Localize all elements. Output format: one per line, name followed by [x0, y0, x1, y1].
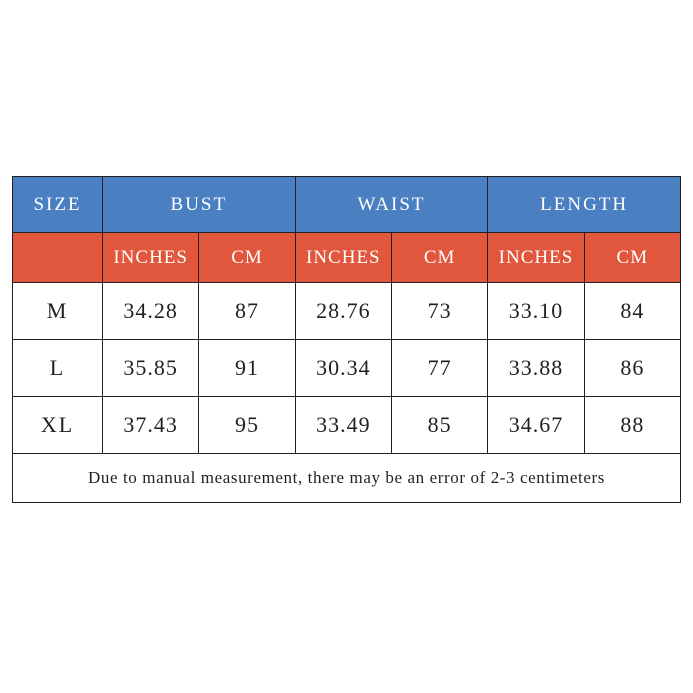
- header-unit-bust-inches: INCHES: [103, 233, 199, 283]
- cell-size: XL: [13, 397, 103, 454]
- table-header-row-categories: [13, 177, 681, 233]
- cell-length-inches: 33.10: [488, 283, 584, 340]
- header-unit-waist-inches: INCHES: [295, 233, 391, 283]
- size-chart-table: [12, 176, 681, 503]
- header-unit-blank: [13, 233, 103, 283]
- header-unit-length-inches: INCHES: [488, 233, 584, 283]
- measurement-note: Due to manual measurement, there may be an error of 2-3 centimeters: [13, 454, 681, 503]
- cell-size: M: [13, 283, 103, 340]
- header-unit-length-cm: CM: [584, 233, 680, 283]
- cell-waist-cm: 77: [391, 340, 487, 397]
- table-row: [13, 340, 681, 397]
- table-row: [13, 397, 681, 454]
- cell-bust-inches: 35.85: [103, 340, 199, 397]
- cell-bust-cm: 87: [199, 283, 295, 340]
- header-length: LENGTH: [488, 177, 681, 233]
- cell-bust-inches: 37.43: [103, 397, 199, 454]
- header-unit-bust-cm: CM: [199, 233, 295, 283]
- header-size: SIZE: [13, 177, 103, 233]
- header-bust: BUST: [103, 177, 296, 233]
- cell-bust-inches: 34.28: [103, 283, 199, 340]
- cell-length-inches: 34.67: [488, 397, 584, 454]
- cell-size: L: [13, 340, 103, 397]
- cell-waist-cm: 73: [391, 283, 487, 340]
- cell-waist-cm: 85: [391, 397, 487, 454]
- measurement-note-row: [13, 454, 681, 503]
- cell-bust-cm: 95: [199, 397, 295, 454]
- size-chart-container: [12, 176, 681, 503]
- cell-waist-inches: 28.76: [295, 283, 391, 340]
- cell-length-cm: 84: [584, 283, 680, 340]
- table-header-row-units: [13, 233, 681, 283]
- cell-bust-cm: 91: [199, 340, 295, 397]
- header-unit-waist-cm: CM: [391, 233, 487, 283]
- cell-waist-inches: 33.49: [295, 397, 391, 454]
- table-row: [13, 283, 681, 340]
- header-waist: WAIST: [295, 177, 488, 233]
- cell-waist-inches: 30.34: [295, 340, 391, 397]
- cell-length-cm: 86: [584, 340, 680, 397]
- cell-length-inches: 33.88: [488, 340, 584, 397]
- cell-length-cm: 88: [584, 397, 680, 454]
